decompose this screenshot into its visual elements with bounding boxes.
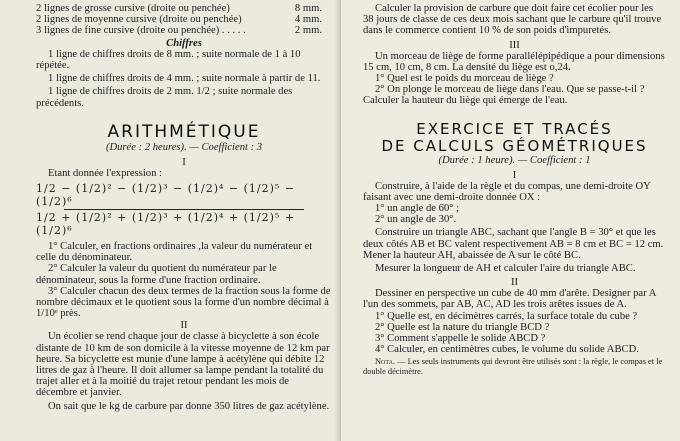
nota-footnote — [363, 357, 666, 375]
liege-problem: Un morceau de liège de forme parallélépipédique a pour dimensions 15 cm, 10 cm, 8 cm. La densité du liège est o,24. — [363, 50, 665, 73]
nota-text: — Les seuls instruments qui devront être utilisés sont : la règle, le compas et le double décimètre. — [363, 357, 663, 376]
geometry-numeral-1: I — [512, 169, 517, 181]
arithmetique-subtitle: (Durée : 2 heures). — Coefficient : 3 — [105, 141, 263, 153]
chiffres-heading: Chiffres — [166, 37, 202, 49]
expression-intro: Etant donnée l'expression : — [48, 167, 162, 179]
fraction-numerator: 1/2 − (1/2)² − (1/2)³ − (1/2)⁴ − (1/2)⁵ − (1/2)⁶ — [36, 182, 296, 209]
geometry-task-3: Mesurer la longueur de AH et calculer l'aire du triangle ABC. — [375, 263, 636, 275]
section-numeral-3: III — [509, 39, 520, 51]
section-numeral-1: I — [182, 156, 186, 168]
arith-question-3: 3° Calculer chacun des deux termes de la fraction sous la forme de nombre décimaux et le quotient sous la forme d'un nombre décimal à 1/10ᵉ près. — [36, 285, 331, 320]
liege-question-1: 1° Quel est le poids du morceau de liège ? — [375, 73, 554, 85]
right-page — [340, 0, 680, 441]
geometry-task-2: Construire un triangle ABC, sachant que l'angle B = 30° et que les deux côtés AB et BC valent respectivement AB = 8 cm et BC = 12 cm. Mener la hauteur AH, abaissée de A sur le côté BC. — [363, 227, 664, 261]
cube-question-1: 1° Quelle est, en décimètres carrés, la surface totale du cube ? — [375, 310, 638, 322]
writing-line-2: 2 lignes de moyenne cursive (droite ou penchée) 4 mm. — [36, 14, 322, 26]
liege-question-2: 2° On plonge le morceau de liège dans l'eau. Que se passe-t-il ? Calculer la hauteur du liège qui émerge de l'eau. — [363, 84, 645, 107]
geometry-task-1: Construire, à l'aide de la règle et du compas, une demi-droite OY faisant avec une demi-droite donnée OX : — [363, 180, 651, 203]
cube-question-4: 4° Calculer, en centimètres cubes, le volume du solide ABCD. — [375, 344, 639, 356]
section-numeral-2: II — [180, 320, 188, 332]
cube-question-3: 3° Comment s'appelle le solide ABCD ? — [375, 333, 546, 345]
problem-2: Un écolier se rend chaque jour de classe à bicyclette à son école distante de 10 km de son domicile à la vitesse moyenne de 12 km par heure. Sa bicyclette est munie d'une lampe à acétylène qui débite 12 litres de gaz à l'heure. Il doit allumer sa lampe pendant la totalité du trajet aller et à la moitié du trajet retour pendant les mois de décembre et janvier. — [36, 331, 330, 399]
cube-question-2: 2° Quelle est la nature du triangle BCD ? — [375, 321, 550, 333]
arith-question-2: 2° Calculer la valeur du quotient du numérateur par le dénominateur, sous la forme d'une fraction ordinaire. — [36, 263, 277, 286]
fraction-denominator: 1/2 + (1/2)² + (1/2)³ + (1/2)⁴ + (1/2)⁵ + (1/2)⁶ — [36, 211, 296, 238]
fraction-expression — [36, 182, 332, 237]
geometry-title-line-1: EXERCICE ET TRACÉS — [416, 119, 613, 138]
geometry-subtitle: (Durée : 1 heure). — Coefficient : 1 — [438, 154, 591, 166]
geometry-title-line-2: DE CALCULS GÉOMÉTRIQUES — [381, 136, 648, 155]
nota-label: Nota. — [375, 357, 395, 367]
writing-line-1: 2 lignes de grosse cursive (droite ou penchée) 8 mm. — [36, 3, 322, 14]
problem-2-note: On sait que le kg de carbure par donne 350 litres de gaz acétylène. — [48, 400, 330, 412]
arith-question-1: 1° Calculer, en fractions ordinaires ,la valeur du numérateur et celle du dénominateur. — [36, 241, 313, 264]
fraction-bar — [64, 209, 304, 210]
writing-line-3: 3 lignes de fine cursive (droite ou penchée) . . . . . 2 mm. — [36, 25, 322, 37]
geometry-task-1a: 1° un angle de 60° ; — [375, 203, 460, 215]
chiffres-para-3: 1 ligne de chiffres droits de 2 mm. 1/2 ; suite normale des précédents. — [36, 86, 293, 109]
cube-problem: Dessiner en perspective un cube de 40 mm d'arête. Designer par A l'un des sommets, par AB, AC, AD les trois arêtes issues de A. — [363, 288, 656, 311]
geometry-task-1b: 2° un angle de 30°. — [375, 214, 457, 226]
geometry-numeral-2: II — [510, 277, 519, 289]
chiffres-para-1: 1 ligne de chiffres droits de 8 mm. ; suite normale de 1 à 10 répétée. — [36, 48, 301, 72]
arithmetique-title: ARITHMÉTIQUE — [107, 121, 261, 142]
carbure-paragraph: Calculer la provision de carbure que doit faire cet écolier pour les 38 jours de classe de ces deux mois sachant que le carbure qu'il trouve dans le commerce contient 10 % de son poids d'impuretés. — [363, 3, 662, 37]
chiffres-para-2: 1 ligne de chiffres droits de 4 mm. ; suite normale à partir de 11. — [48, 73, 321, 85]
